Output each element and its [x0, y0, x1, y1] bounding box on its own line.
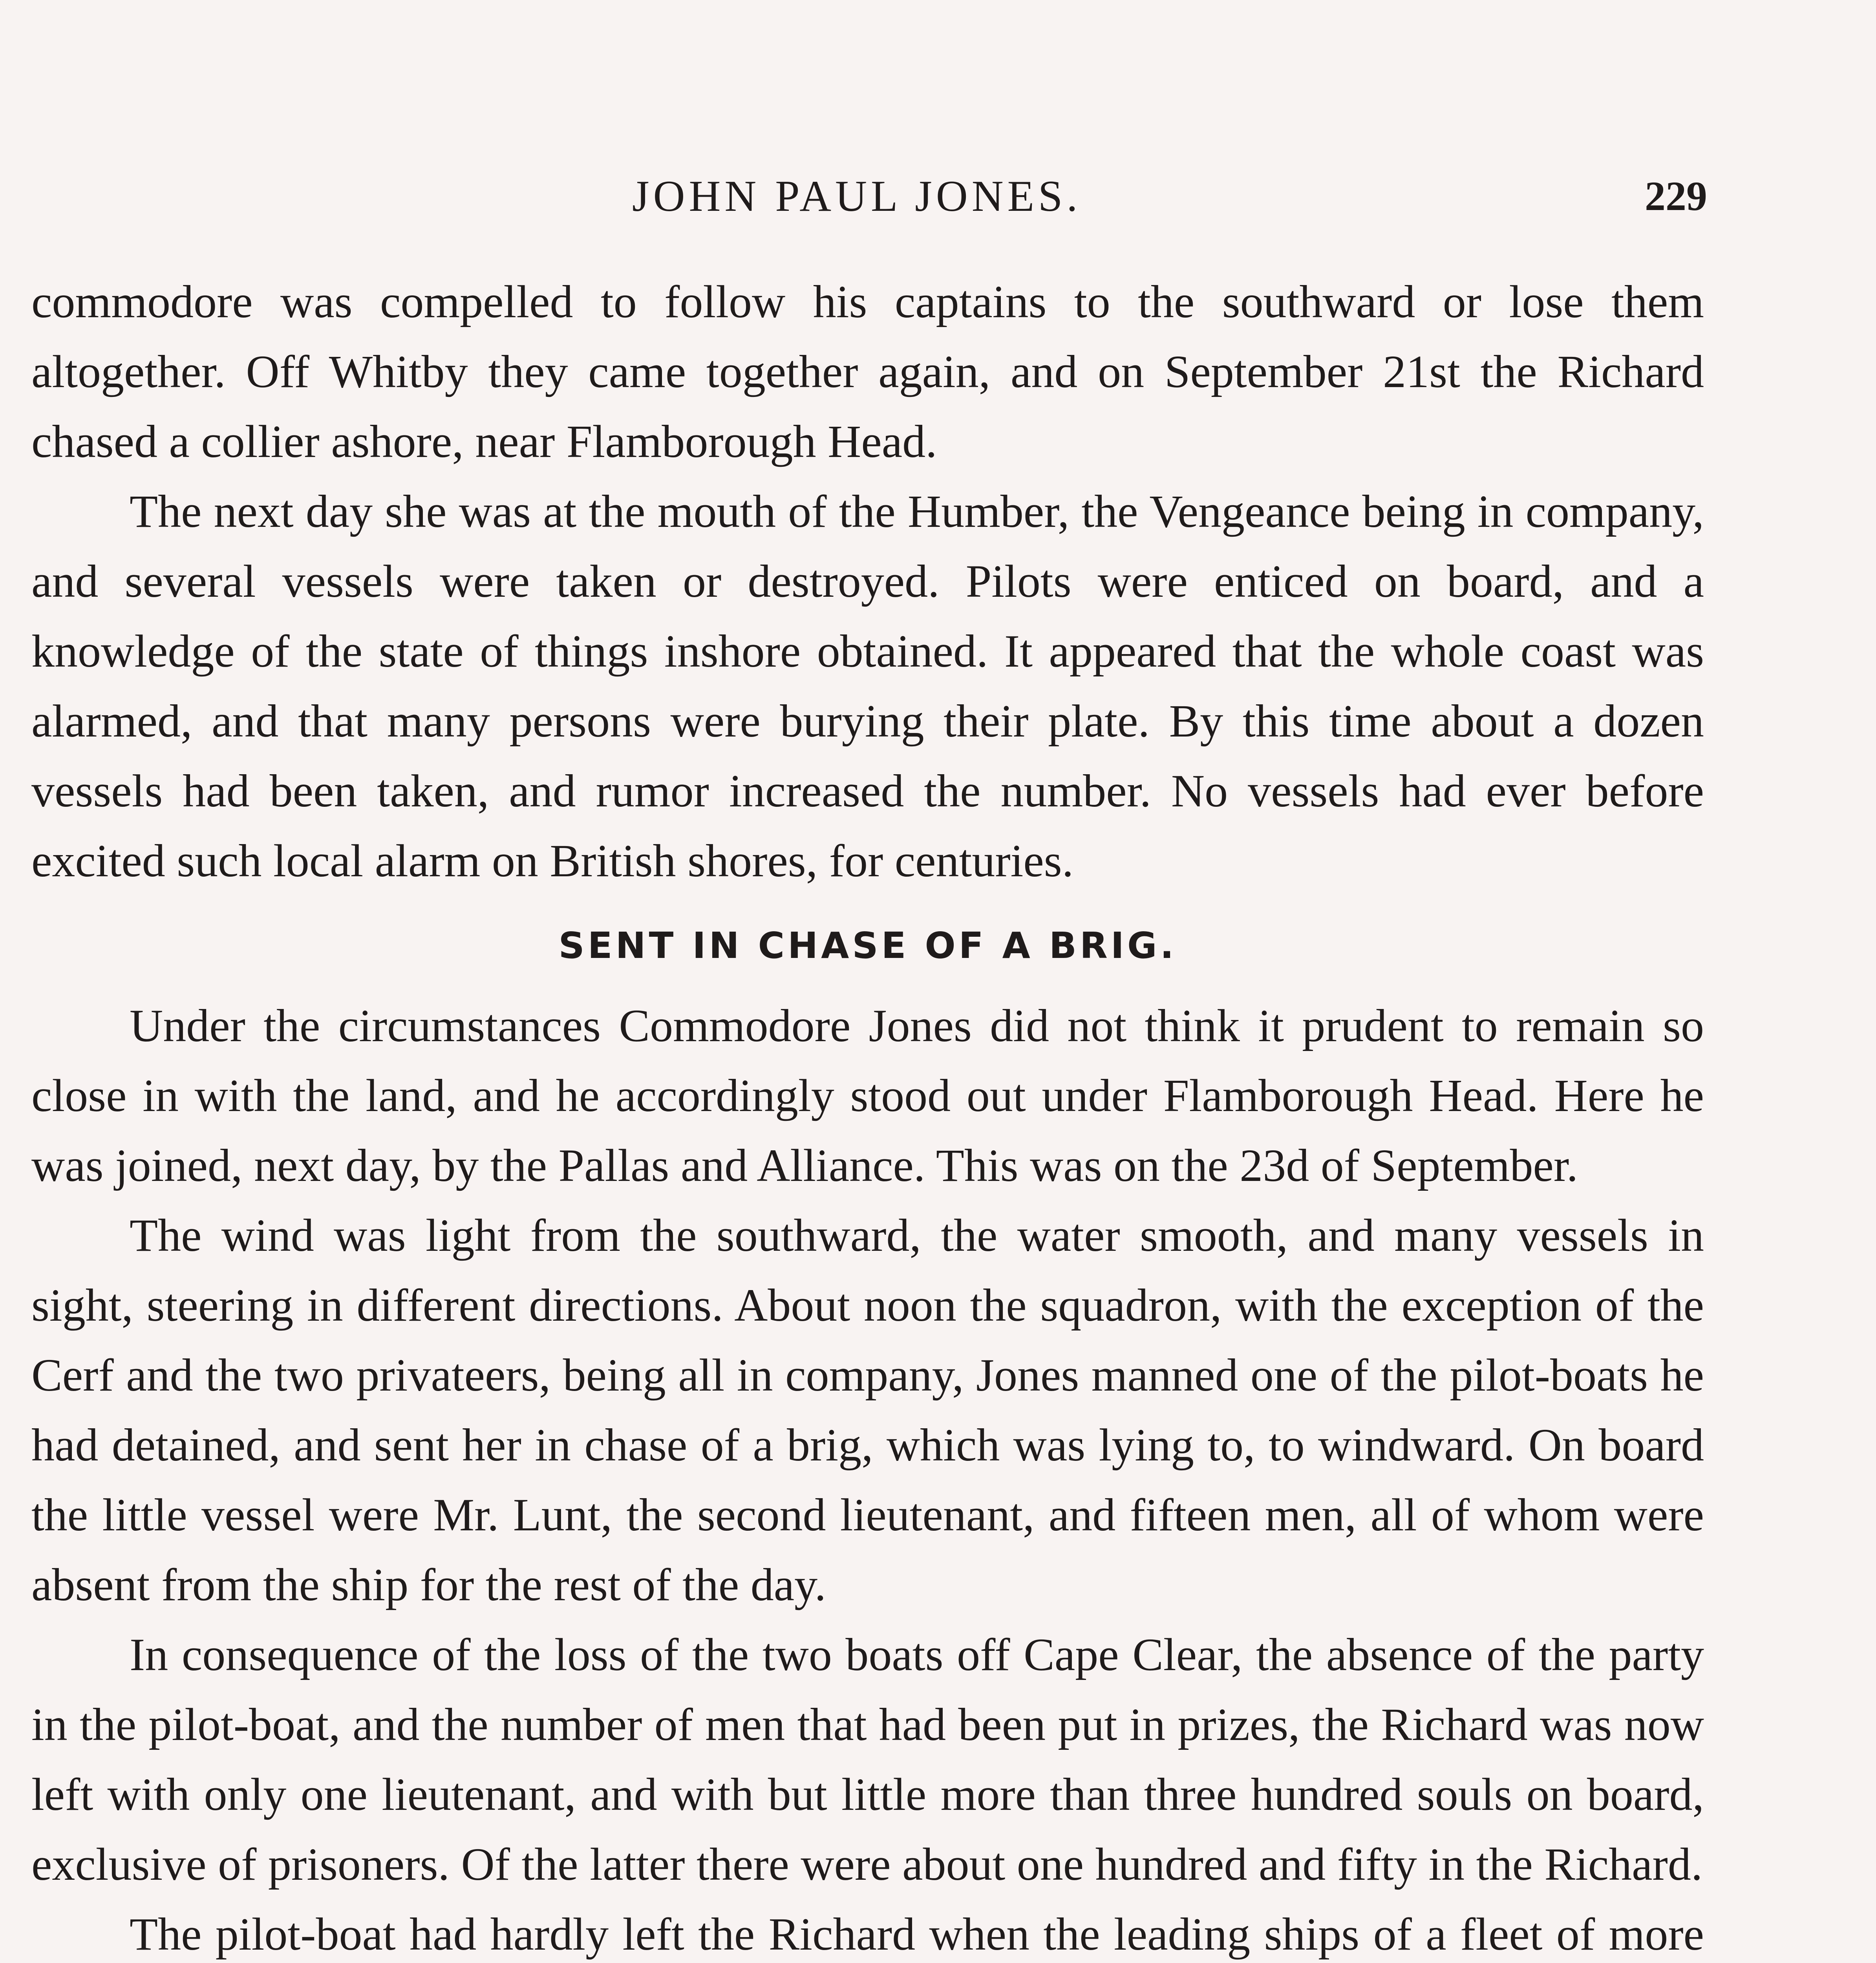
- paragraph-4: The wind was light from the southward, the water smooth, and many vessels in sight, steering in different directions. About noon the squadron, with the exception of the Cerf and the two privateers, being all in company, Jones manned one of the pilot-boats he had detained, and sent her in chase of a brig, which was lying to, to windward. On board the little vessel were Mr. Lunt, the second lieutenant, and fifteen men, all of whom were absent from the ship for the rest of the day.: [31, 1210, 1704, 1610]
- page-number: 229: [1645, 173, 1707, 219]
- running-head: [0, 165, 1876, 228]
- paragraph-6: The pilot-boat had hardly left the Richard when the leading ships of a fleet of more: [130, 1908, 1704, 1960]
- body-text: [31, 267, 1704, 1963]
- paragraph-5: In consequence of the loss of the two boats off Cape Clear, the absence of the party in the pilot-boat, and the number of men that had been put in prizes, the Richard was now left with only one lieutenant, and with but little more than three hundred souls on board, exclusive of prisoners. Of the latter there were about one hundred and fifty in the Richard.: [31, 1629, 1704, 1890]
- paragraph-2: The next day she was at the mouth of the Humber, the Vengeance being in company, and several vessels were taken or destroyed. Pilots were enticed on board, and a knowledge of the state of things inshore obtained. It appeared that the whole coast was alarmed, and that many persons were burying their plate. By this time about a dozen vessels had been taken, and rumor increased the number. No vessels had ever before excited such local alarm on British shores, for centuries.: [31, 486, 1704, 886]
- running-title: JOHN PAUL JONES.: [632, 172, 1082, 221]
- paragraph-1: commodore was compelled to follow his captains to the southward or lose them altogether. Off Whitby they came together again, and on September 21st the Richard chased a collier ashore, near Flamborough Head.: [31, 276, 1704, 467]
- paragraph-3: Under the circumstances Commodore Jones did not think it prudent to remain so close in with the land, and he accordingly stood out under Flamborough Head. Here he was joined, next day, by the Pallas and Alliance. This was on the 23d of September.: [31, 1000, 1704, 1191]
- section-heading: SENT IN CHASE OF A BRIG.: [558, 925, 1177, 967]
